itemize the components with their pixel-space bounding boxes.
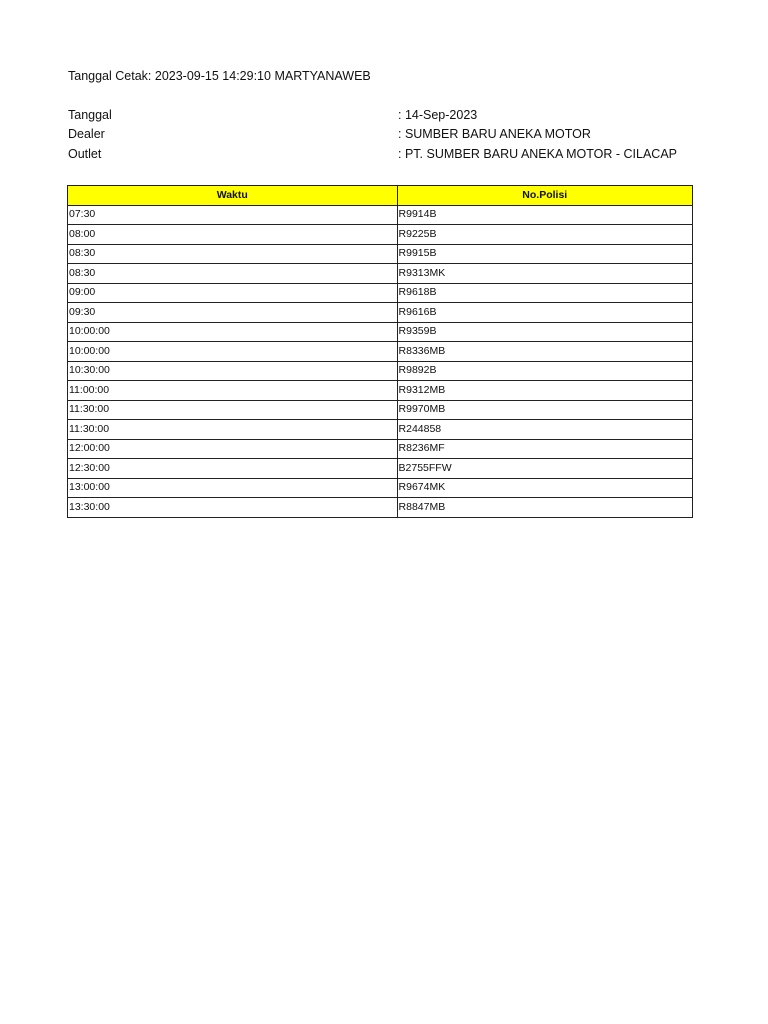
table-row [68, 381, 693, 401]
dealer-value: : SUMBER BARU ANEKA MOTOR [398, 127, 591, 141]
table-row [68, 205, 693, 225]
no-polisi-cell: R9225B [397, 225, 692, 245]
waktu-cell: 10:00:00 [68, 322, 398, 342]
table-row [68, 420, 693, 440]
table-row [68, 439, 693, 459]
table-row [68, 283, 693, 303]
waktu-cell: 11:30:00 [68, 400, 398, 420]
waktu-cell: 08:30 [68, 244, 398, 264]
no-polisi-cell: R9618B [397, 283, 692, 303]
waktu-cell: 12:30:00 [68, 459, 398, 479]
table-row [68, 459, 693, 479]
no-polisi-cell: R9616B [397, 303, 692, 323]
no-polisi-cell: R8336MB [397, 342, 692, 362]
no-polisi-cell: R9359B [397, 322, 692, 342]
table-row [68, 498, 693, 518]
print-info-line [68, 69, 371, 83]
waktu-cell: 07:30 [68, 205, 398, 225]
waktu-cell: 11:30:00 [68, 420, 398, 440]
waktu-cell: 13:00:00 [68, 478, 398, 498]
table-body [68, 205, 693, 517]
waktu-cell: 13:30:00 [68, 498, 398, 518]
tanggal-value: : 14-Sep-2023 [398, 108, 478, 122]
table-header-row [68, 186, 693, 206]
waktu-cell: 08:30 [68, 264, 398, 284]
no-polisi-cell: R8236MF [397, 439, 692, 459]
waktu-cell: 08:00 [68, 225, 398, 245]
table-row [68, 322, 693, 342]
no-polisi-cell: R9313MK [397, 264, 692, 284]
no-polisi-cell: R9674MK [397, 478, 692, 498]
outlet-label: Outlet [68, 147, 102, 161]
no-polisi-cell: R9914B [397, 205, 692, 225]
header-no-polisi: No.Polisi [397, 186, 692, 206]
waktu-cell: 12:00:00 [68, 439, 398, 459]
no-polisi-cell: R9915B [397, 244, 692, 264]
tanggal-label: Tanggal [68, 108, 112, 122]
table-row [68, 244, 693, 264]
print-label: Tanggal Cetak: [68, 69, 152, 83]
waktu-cell: 09:00 [68, 283, 398, 303]
waktu-cell: 11:00:00 [68, 381, 398, 401]
no-polisi-cell: R9312MB [397, 381, 692, 401]
no-polisi-cell: B2755FFW [397, 459, 692, 479]
header-waktu: Waktu [68, 186, 398, 206]
table-row [68, 400, 693, 420]
print-user: MARTYANAWEB [274, 69, 371, 83]
waktu-cell: 09:30 [68, 303, 398, 323]
no-polisi-cell: R9892B [397, 361, 692, 381]
outlet-value: : PT. SUMBER BARU ANEKA MOTOR - CILACAP [398, 147, 677, 161]
dealer-label: Dealer [68, 127, 105, 141]
table-row [68, 361, 693, 381]
table-row [68, 342, 693, 362]
schedule-table [67, 185, 693, 518]
table-row [68, 264, 693, 284]
no-polisi-cell: R244858 [397, 420, 692, 440]
table-row [68, 225, 693, 245]
table-row [68, 303, 693, 323]
table-row [68, 478, 693, 498]
waktu-cell: 10:00:00 [68, 342, 398, 362]
print-datetime: 2023-09-15 14:29:10 [154, 69, 271, 83]
waktu-cell: 10:30:00 [68, 361, 398, 381]
no-polisi-cell: R9970MB [397, 400, 692, 420]
no-polisi-cell: R8847MB [397, 498, 692, 518]
